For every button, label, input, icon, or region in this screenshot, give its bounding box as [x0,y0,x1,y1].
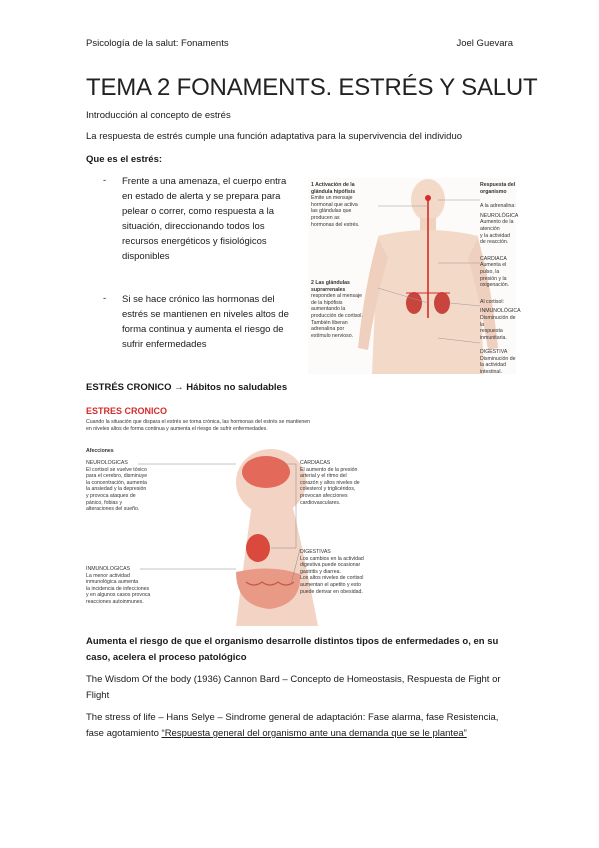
figure1-right-line: A la adrenalina: [480,203,516,210]
bullet-1-line: recursos energéticos y fisiológicos [122,236,267,247]
figure1-label-1-line: hormonas del estrés. [311,221,360,228]
figure1-label-2-head: Las glándulas suprarrenales [311,280,350,293]
figure2-intro [86,419,436,432]
figure2-inmuno-line: y en algunos casos provoca [86,592,151,599]
figure1-label-2-line: responden al mensaje [311,293,363,300]
figure1-right-line: NEUROLÓGICA [480,212,519,219]
figure2-digestivas-line: puede derivar en obesidad. [300,588,363,595]
figure1-right-line: presión y la oxigenación. [480,275,510,289]
figure2-neuro-line: El cortisol se vuelve tóxico [86,466,147,473]
figure1-label-1-num: 1 [311,182,314,188]
figure2-cardiacas [300,460,390,506]
figure2-neuro-line: alteraciones del sueño. [86,506,140,513]
figure1-right-line: CARDIACA [480,255,507,262]
arrow-icon: → [174,382,184,393]
figure2-title: ESTRES CRONICO [86,406,168,416]
figure1-label-1-line: Emite un mensaje [311,195,353,202]
figure2-cardiacas-line: arterial y el ritmo del [300,473,347,480]
chronic-stress-figure [86,404,440,626]
figure2-digestivas-line: digestiva puede ocasionar [300,562,361,569]
header-right: Joel Guevara [456,38,513,49]
bullet-1 [122,174,286,264]
figure1-right-line: INMUNOLÓGICA [480,308,521,315]
figure1-label-1-line: producen as [311,214,340,221]
figure1-label-1 [311,182,375,228]
bullet-2-line: forma continua y aumenta el riesgo de [122,324,284,335]
bullet-dash-2: - [103,293,107,304]
bullet-1-line: Frente a una amenaza, el cuerpo entra [122,176,287,187]
figure2-digestivas [300,549,390,595]
cronico-heading [86,382,287,393]
figure2-cardiacas-line: colesterol y triglicéridos, [300,486,356,493]
figure2-intro-line: en niveles altos de forma continua y aumenta el riesgo de sufrir enfermedades. [86,425,268,432]
figure1-right-line: respuesta inmunitaria. [480,328,507,341]
figure2-cardiacas-head: CARDIACAS [300,460,331,466]
figure2-inmuno [86,566,168,606]
bullet-2-line: Si se hace crónico las hormonas del [122,294,275,305]
figure1-label-2-line: de la hipófisis [311,299,343,306]
figure2-inmuno-line: La menor actividad [86,572,130,579]
selye-text: The stress of life – Hans Selye – Sindrome general de adaptación: Fase alarma, fase Resistencia, fase agotamiento [86,712,499,739]
figure2-afecciones: Afecciones [86,448,114,454]
bullet-1-line: en estado de alerta y se prepara para [122,191,281,202]
figure1-right-line: Disminución de la [480,314,516,328]
figure1-right-line: Aumento de la atención [480,219,514,232]
figure2-neuro-line: la concentración, aumenta [86,479,147,486]
figure2-neuro-head: NEUROLOGICAS [86,460,128,466]
bullet-1-line: situación, direccionando todos los [122,221,265,232]
stress-response-figure [308,178,521,376]
figure2-digestivas-line: aumentan el apetito y esto [300,581,361,588]
figure2-neuro-line: la ansiedad y la depresión [86,486,147,493]
intro-heading: Introducción al concepto de estrés [86,110,231,121]
figure1-label-2-line: También liberan [311,319,348,326]
figure2-digestivas-line: Los cambios en la actividad [300,555,364,562]
bullet-2-line: sufrir enfermedades [122,339,207,350]
figure1-right-line: Aumenta el pulso, la [480,262,507,275]
cronico-heading-suffix: Hábitos no saludables [186,382,288,393]
figure1-right-line: Al cortisol: [480,298,504,305]
figure2-neuro [86,460,168,513]
cronico-heading-text: ESTRÉS CRONICO [86,382,172,393]
figure1-right-title: Respuesta del organismo [480,182,516,195]
figure2-cardiacas-line: provocan afecciones [300,492,348,499]
figure2-neuro-line: para el cerebro, disminuye [86,473,148,480]
figure2-inmuno-line: inmunológica aumenta [86,579,139,586]
bullet-2-line: estrés se mantienen en niveles altos de [122,309,289,320]
figure1-right-line: la actividad intestinal. [480,362,506,376]
figure1-label-2 [311,280,375,339]
header-left: Psicología de la salut: Fonaments [86,38,229,49]
bullet-1-line: pelear o correr, como respuesta a la [122,206,275,217]
figure2-cardiacas-line: corazón y altos niveles de [300,479,360,486]
que-es-heading: Que es el estrés: [86,154,163,165]
figure2-intro-line: Cuando la situación que dispara el estrés se torna crónica, las hormonas del estrés se mantienen [86,419,311,425]
figure1-label-1-head: Activación de la glándula hipófisis [311,182,356,195]
intro-sentence: La respuesta de estrés cumple una función adaptativa para la supervivencia del individuo [86,131,463,142]
bullet-1-line: disponibles [122,251,170,262]
page-title: TEMA 2 FONAMENTS. ESTRÉS Y SALUT [86,74,538,101]
selye-paragraph [86,710,518,742]
figure2-inmuno-line: reacciones autoinmunes. [86,598,144,605]
figure1-label-2-line: estímulo nervioso. [311,332,354,339]
figure2-neuro-line: y provoca ataques de [86,492,136,499]
figure2-cardiacas-line: El aumento de la presión [300,466,358,473]
figure2-digestivas-head: DIGESTIVAS [300,549,331,555]
figure1-right-line: DIGESTIVA [480,349,508,356]
bullet-dash-1: - [103,175,107,186]
cannon-paragraph: The Wisdom Of the body (1936) Cannon Bard – Concepto de Homeostasis, Respuesta de Fight or Flight [86,674,501,701]
risk-paragraph: Aumenta el riesgo de que el organismo desarrolle distintos tipos de enfermedades o, en su caso, acelera el proceso patológico [86,636,499,663]
figure1-label-2-line: adrenalina por [311,326,345,333]
figure2-inmuno-head: INMUNOLOGICAS [86,566,131,572]
figure2-digestivas-line: gastritis y diarrea. [300,568,341,575]
selye-quote: “Respuesta general del organismo ante una demanda que se le plantea” [161,728,467,739]
figure1-label-2-num: 2 [311,280,314,286]
figure1-label-1-line: hormonal que activa [311,201,358,208]
figure1-right-column [480,182,521,376]
figure1-right-line: Disminución de [480,355,516,362]
figure2-digestivas-line: Los altos niveles de cortisol [300,575,364,582]
figure2-cardiacas-line: cardiovasculares. [300,499,341,506]
figure1-label-2-line: producción de cortisol. [311,312,363,319]
figure1-right-line: y la actividad de reacción. [480,232,510,246]
figure2-inmuno-line: la incidencia de infecciones [86,585,150,592]
figure1-label-2-line: aumentando la [311,306,346,313]
bullet-2 [122,292,289,352]
figure1-label-1-line: las glándulas que [311,208,352,215]
figure2-neuro-line: pánico, fobias y [86,499,123,506]
